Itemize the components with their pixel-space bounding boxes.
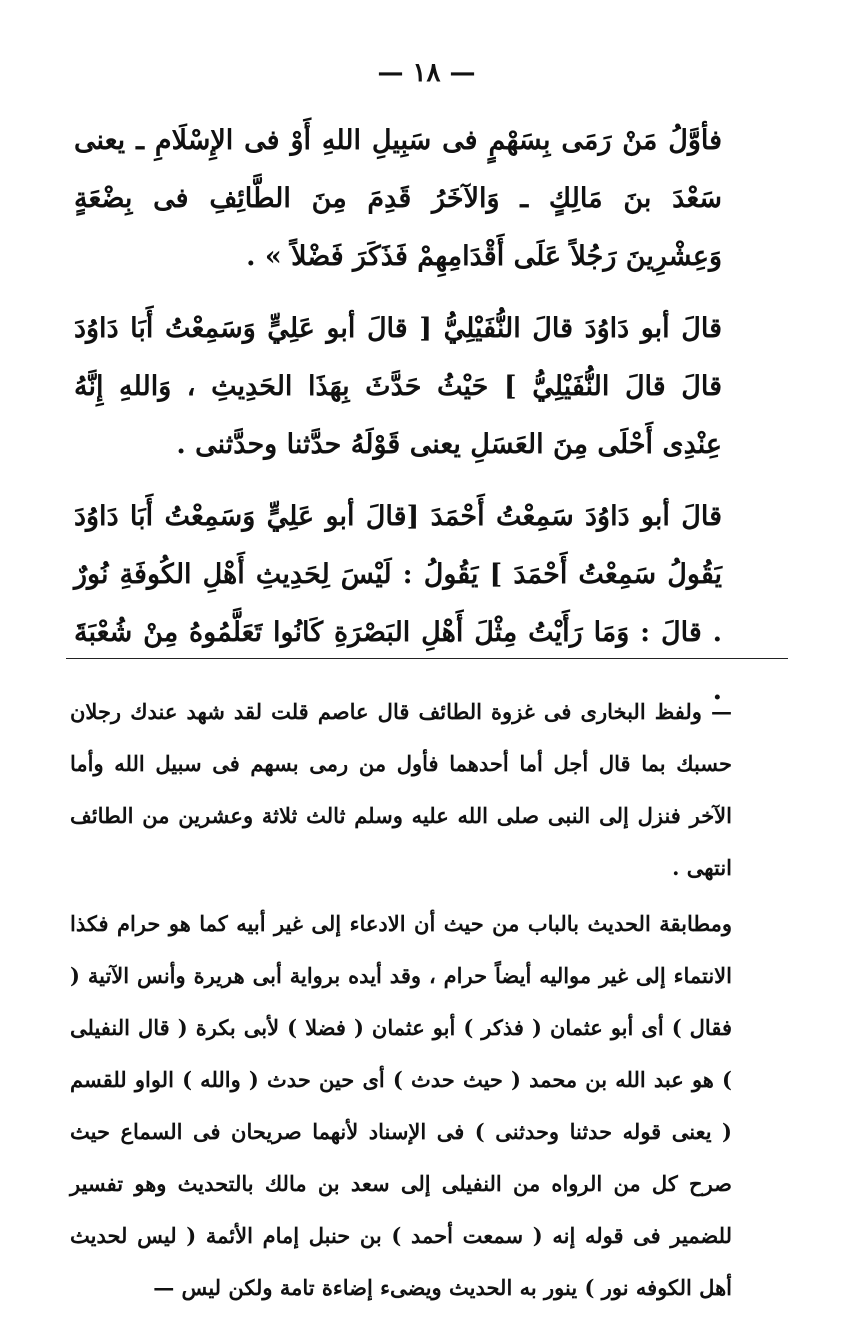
footnote-divider bbox=[66, 658, 788, 659]
page-number: — ١٨ — bbox=[377, 58, 476, 88]
main-paragraph: قالَ أبو دَاوُدَ سَمِعْتُ أَحْمَدَ [قالَ أبو عَلِيٍّ وَسَمِعْتُ أَبَا دَاوُدَ يَقُولُ سَمِعْتُ أَحْمَدَ ] يَقُولُ : لَيْسَ لِحَدِيثِ أَهْلِ الكُوفَةِ نُورٌ . قالَ : وَمَا رَأَيْتُ مِثْلَ أَهْلِ البَصْرَةِ كَانُوا تَعَلَّمُوهُ مِنْ شُعْبَةَ . bbox=[74, 501, 722, 706]
main-paragraph: قالَ أبو دَاوُدَ قالَ النُّفَيْلِيُّ [ قالَ أبو عَلِيٍّ وَسَمِعْتُ أَبَا دَاوُدَ قالَ قالَ النُّفَيْلِيُّ ] حَيْثُ حَدَّثَ بِهَذَا الحَدِيثِ ، وَاللهِ إِنَّهُ عِنْدِى أَحْلَى مِنَ العَسَلِ يعنى قَوْلَهُ حدَّثنا وحدَّثنى . bbox=[74, 313, 722, 460]
commentary-paragraph: — ولفظ البخارى فى غزوة الطائف قال عاصم قلت لقد شهد عندك رجلان حسبك بما قال أجل أما أحدهما فأول من رمى بسهم فى سبيل الله وأما الآخر فنزل إلى النبى صلى الله عليه وسلم ثالث ثلاثة وعشرين من الطائف انتهى . bbox=[70, 699, 732, 880]
main-text bbox=[74, 112, 722, 734]
commentary-paragraph: ومطابقة الحديث بالباب من حيث أن الادعاء إلى غير أبيه كما هو حرام فكذا الانتماء إلى غير مواليه أيضاً حرام ، وقد أيده برواية أبى هريرة وأنس الآتية ( فقال ) أى أبو عثمان ( فذكر ) أبو عثمان ( فضلا ) لأبى بكرة ( قال النفيلى ) هو عبد الله بن محمد ( حيث حدث ) أى حين حدث ( والله ) الواو للقسم ( يعنى قوله حدثنا وحدثنى ) فى الإسناد لأنهما صريحان فى السماع حيث صرح كل من الرواه من النفيلى إلى سعد بن مالك بالتحديث وهو تفسير للضمير فى قوله إنه ( سمعت أحمد ) بن حنبل إمام الأئمة ( ليس لحديث أهل الكوفه نور ) ينور به الحديث ويضىء إضاءة تامة ولكن ليس — bbox=[70, 911, 732, 1300]
main-paragraph: فأوَّلُ مَنْ رَمَى بِسَهْمٍ فى سَبِيلِ اللهِ أَوْ فى الإِسْلَامِ ـ يعنى سَعْدَ بنَ مَالِكٍ ـ وَالآخَرُ قَدِمَ مِنَ الطَّائِفِ فى بِضْعَةٍ وَعِشْرِينَ رَجُلاً عَلَى أَقْدَامِهِمْ فَذَكَرَ فَضْلاً » . bbox=[74, 125, 722, 272]
commentary-text bbox=[70, 686, 732, 1318]
